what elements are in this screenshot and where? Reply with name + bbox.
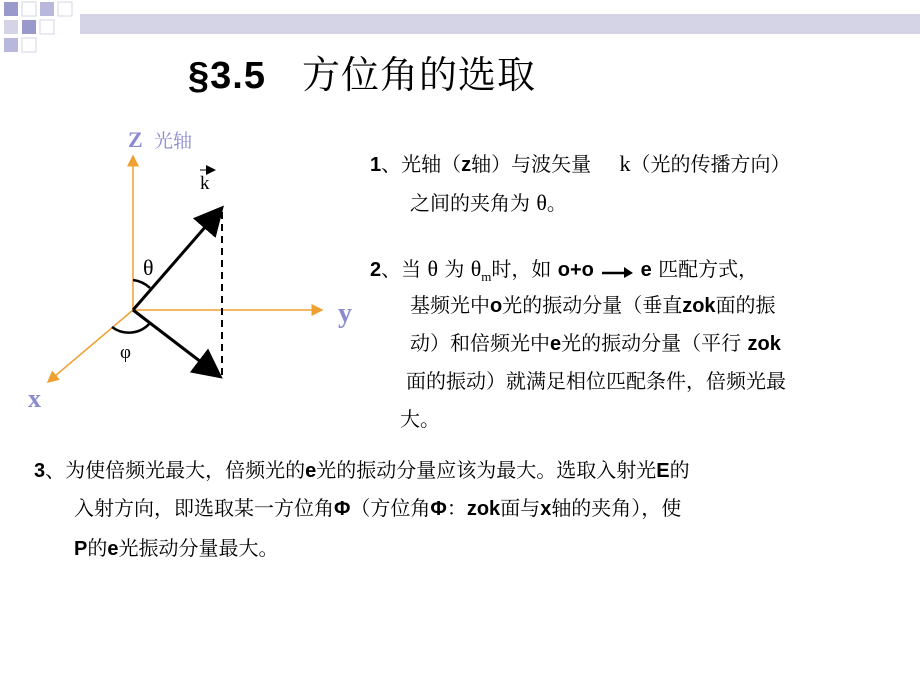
point-3 [34,452,690,490]
slide-title [188,44,536,99]
point-3-line-3-text: 的 [87,536,108,560]
point-2-text-4: 匹配方式， [651,257,759,281]
point-3-line-2-text-4: 面与 [500,496,541,520]
point-1-text-2: 轴）与波矢量 [471,152,592,176]
point-2-text: 、当 [381,257,422,281]
x-axis-ref: x [540,498,552,520]
point-2-number: 2 [370,259,382,281]
point-3-text-3: 的 [669,458,690,482]
point-3-line-2-text-5: 轴的夹角），使 [551,496,682,520]
theta-symbol: θ [536,190,547,215]
zok-plane: zok [747,333,781,355]
e-mode: e [640,259,652,281]
x-axis-label: x [28,384,41,413]
point-3-line-2-text: 入射方向，即选取某一方位角 [74,496,334,520]
point-1-line-2-text: 之间的夹角为 [410,191,530,215]
coordinate-diagram [20,120,360,420]
k-symbol: k [619,151,631,176]
point-2-line-5-text: 大。 [400,407,440,431]
point-2-line-4 [406,363,786,400]
point-3-number: 3 [34,460,46,482]
point-1-text: 、光轴（ [381,152,462,176]
point-3-text: 、为使倍频光最大，倍频光的 [45,458,306,482]
e-light: e [305,460,317,482]
phi-symbol: Φ [334,498,351,520]
P-polarization: P [74,538,88,560]
point-3-line-3 [74,530,278,568]
point-2-line-2-text-2: 光的振动分量（垂直 [502,293,683,317]
point-2-line-2-text: 基频光中 [410,293,490,317]
o-plus-o: o+o [557,259,594,281]
point-1-number: 1 [370,154,382,176]
header-bar [80,14,920,34]
projection-line [133,310,218,375]
point-1-z: z [461,154,472,176]
point-1-text-3: （光的传播方向） [630,152,791,176]
point-2-line-3-text-2: 光的振动分量（平行 [561,331,748,355]
k-label: k [200,173,210,194]
point-3-text-2: 光的振动分量应该为最大。选取入射光 [316,458,657,482]
point-2-line-3-text: 动）和倍频光中 [410,331,550,355]
point-1-line-2 [410,184,567,222]
point-3-line-2 [74,490,681,528]
zok-plane: zok [466,498,501,520]
e-light: e [107,538,119,560]
point-3-line-2-text-2: （方位角 [350,496,431,520]
section-number: §3.5 [188,55,266,97]
point-2-line-4-text: 面的振动）就满足相位匹配条件，倍频光最 [406,369,786,393]
theta-arc [133,280,150,288]
y-axis-label: y [338,298,352,329]
e-light: e [550,333,562,355]
point-2-line-2-text-3: 面的振 [715,293,776,317]
point-2-line-5 [400,401,440,438]
o-light: o [490,295,503,317]
point-1-line-2-end: 。 [546,191,567,215]
point-3-line-3-text-2: 光振动分量最大。 [118,536,279,560]
point-2-text-2: 为 [444,257,465,281]
z-axis-label: Z [128,127,143,152]
phi-arc [112,323,150,333]
point-2-line-3 [410,325,781,363]
theta-m-symbol: θ [470,256,482,281]
theta-subscript: m [481,269,492,284]
theta-symbol: θ [427,256,439,281]
zok-plane: zok [682,295,716,317]
decorative-squares [0,0,80,60]
point-2-line-2 [410,287,776,325]
E-field: E [656,460,670,482]
phi-symbol: Φ [430,498,447,520]
point-3-line-2-text-3: ： [446,496,467,520]
z-axis-caption: 光轴 [154,130,193,152]
point-2-text-3: 时，如 [491,257,558,281]
point-1 [370,145,790,184]
right-arrow-icon [600,264,634,278]
section-title: 方位角的选取 [301,53,536,97]
theta-label: θ [143,255,154,280]
phi-label: φ [120,342,131,363]
